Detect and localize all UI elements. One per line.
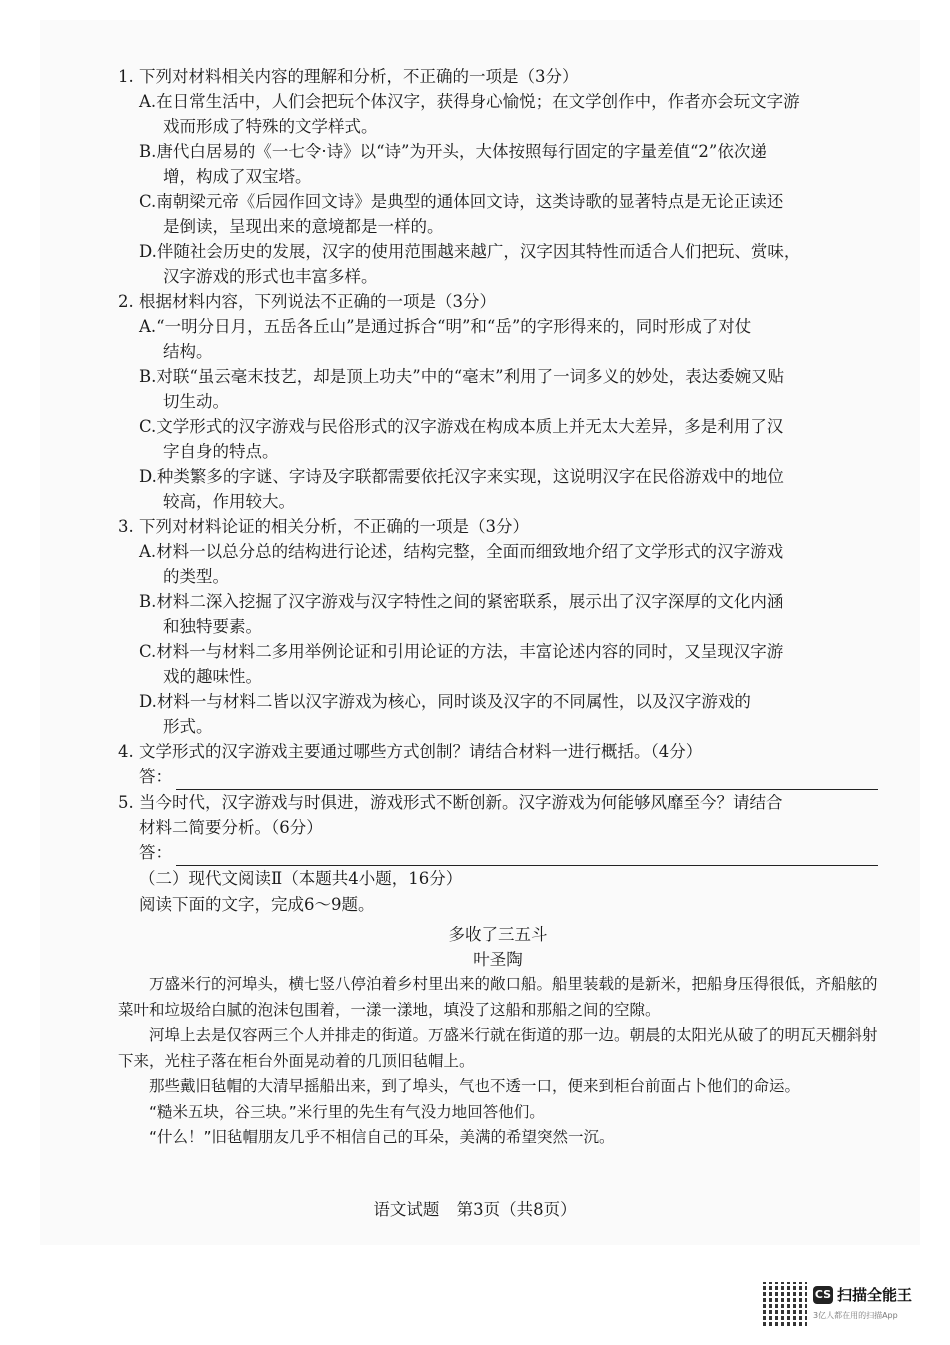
option-d: D.材料一与材料二皆以汉字游戏为核心，同时谈及汉字的不同属性，以及汉字游戏的 形式。 bbox=[139, 692, 751, 736]
option-b: B.对联“虽云毫末技艺，却是顶上功夫”中的“毫末”利用了一词多义的妙处，表达委婉又贴 切生动。 bbox=[139, 367, 785, 411]
option-c: C.南朝梁元帝《后园作回文诗》是典型的通体回文诗，这类诗歌的显著特点是无论正读还 是倒读，呈现出来的意境都是一样的。 bbox=[139, 192, 784, 236]
story-paragraph: “糙米五块，谷三块。”米行里的先生有气没力地回答他们。 bbox=[149, 1102, 545, 1121]
footer-subject: 语文试题 bbox=[373, 1200, 440, 1219]
exam-content bbox=[118, 64, 878, 1151]
answer-field[interactable] bbox=[118, 764, 878, 790]
story-body bbox=[118, 972, 878, 1151]
story-title: 多收了三五斗 bbox=[448, 925, 548, 944]
question-2 bbox=[118, 289, 878, 514]
option-a: A.“一明分日月，五岳各丘山”是通过拆合“明”和“岳”的字形得来的，同时形成了对仗 结构。 bbox=[139, 317, 752, 361]
qr-code-icon bbox=[763, 1282, 807, 1326]
option-c: C.文学形式的汉字游戏与民俗形式的汉字游戏在构成本质上并无太大差异，多是利用了汉 字自身的特点。 bbox=[139, 417, 784, 461]
camscanner-logo-icon: CS bbox=[813, 1286, 833, 1304]
answer-label: 答： bbox=[139, 843, 172, 862]
option-a: A.材料一以总分总的结构进行论述，结构完整，全面而细致地介绍了文学形式的汉字游戏 的类型。 bbox=[139, 542, 784, 586]
story-paragraph: 河埠上去是仅容两三个人并排走的街道。万盛米行就在街道的那一边。朝晨的太阳光从破了的明瓦天棚斜射下来，光柱子落在柜台外面晃动着的几顶旧毡帽上。 bbox=[118, 1026, 878, 1070]
section-instruction: 阅读下面的文字，完成6～9题。 bbox=[139, 895, 375, 914]
answer-line[interactable] bbox=[176, 845, 878, 866]
page-footer bbox=[0, 1196, 950, 1220]
question-stem: 1. 下列对材料相关内容的理解和分析，不正确的一项是（3分） bbox=[118, 67, 579, 86]
story-paragraph: “什么！”旧毡帽朋友几乎不相信自己的耳朵，美满的希望突然一沉。 bbox=[149, 1128, 615, 1146]
footer-page-number: 第3页（共8页） bbox=[456, 1200, 577, 1219]
story-paragraph: 那些戴旧毡帽的大清早摇船出来，到了埠头，气也不透一口，便来到柜台前面占卜他们的命运。 bbox=[149, 1077, 801, 1095]
option-c: C.材料一与材料二多用举例论证和引用论证的方法，丰富论述内容的同时，又呈现汉字游 戏的趣味性。 bbox=[139, 642, 784, 686]
question-3 bbox=[118, 514, 878, 739]
answer-field[interactable] bbox=[118, 840, 878, 866]
scanner-watermark bbox=[763, 1282, 933, 1332]
question-stem: 3. 下列对材料论证的相关分析，不正确的一项是（3分） bbox=[118, 517, 529, 536]
watermark-tagline: 3亿人都在用的扫描App bbox=[813, 1311, 898, 1320]
question-stem: 5. 当今时代，汉字游戏与时俱进，游戏形式不断创新。汉字游戏为何能够风靡至今？请结合 材料二简要分析。（6分） bbox=[118, 793, 783, 837]
question-5 bbox=[118, 790, 878, 866]
option-b: B.材料二深入挖掘了汉字游戏与汉字特性之间的紧密联系，展示出了汉字深厚的文化内涵 和独特要素。 bbox=[139, 592, 784, 636]
option-a: A.在日常生活中，人们会把玩个体汉字，获得身心愉悦；在文学创作中，作者亦会玩文字游 戏而形成了特殊的文学样式。 bbox=[139, 92, 800, 136]
answer-line[interactable] bbox=[176, 769, 878, 790]
story-author: 叶圣陶 bbox=[473, 950, 523, 969]
watermark-brand-name: 扫描全能王 bbox=[837, 1286, 913, 1304]
question-stem: 4. 文学形式的汉字游戏主要通过哪些方式创制？请结合材料一进行概括。（4分） bbox=[118, 742, 703, 761]
section-title: （二）现代文阅读Ⅱ（本题共4小题，16分） bbox=[139, 869, 463, 888]
option-b: B.唐代白居易的《一七令·诗》以“诗”为开头，大体按照每行固定的字量差值“2”依次递 增，构成了双宝塔。 bbox=[139, 142, 767, 186]
question-1 bbox=[118, 64, 878, 289]
story-paragraph: 万盛米行的河埠头，横七竖八停泊着乡村里出来的敞口船。船里装载的是新米，把船身压得很低，齐船舷的菜叶和垃圾给白腻的泡沫包围着，一漾一漾地，填没了这船和那船之间的空隙。 bbox=[118, 975, 878, 1019]
option-d: D.种类繁多的字谜、字诗及字联都需要依托汉字来实现，这说明汉字在民俗游戏中的地位 较高，作用较大。 bbox=[139, 467, 784, 511]
answer-label: 答： bbox=[139, 767, 172, 786]
option-d: D.伴随社会历史的发展，汉字的使用范围越来越广，汉字因其特性而适合人们把玩、赏味， 汉字游戏的形式也丰富多样。 bbox=[139, 242, 801, 286]
question-4 bbox=[118, 739, 878, 790]
question-stem: 2. 根据材料内容，下列说法不正确的一项是（3分） bbox=[118, 292, 496, 311]
